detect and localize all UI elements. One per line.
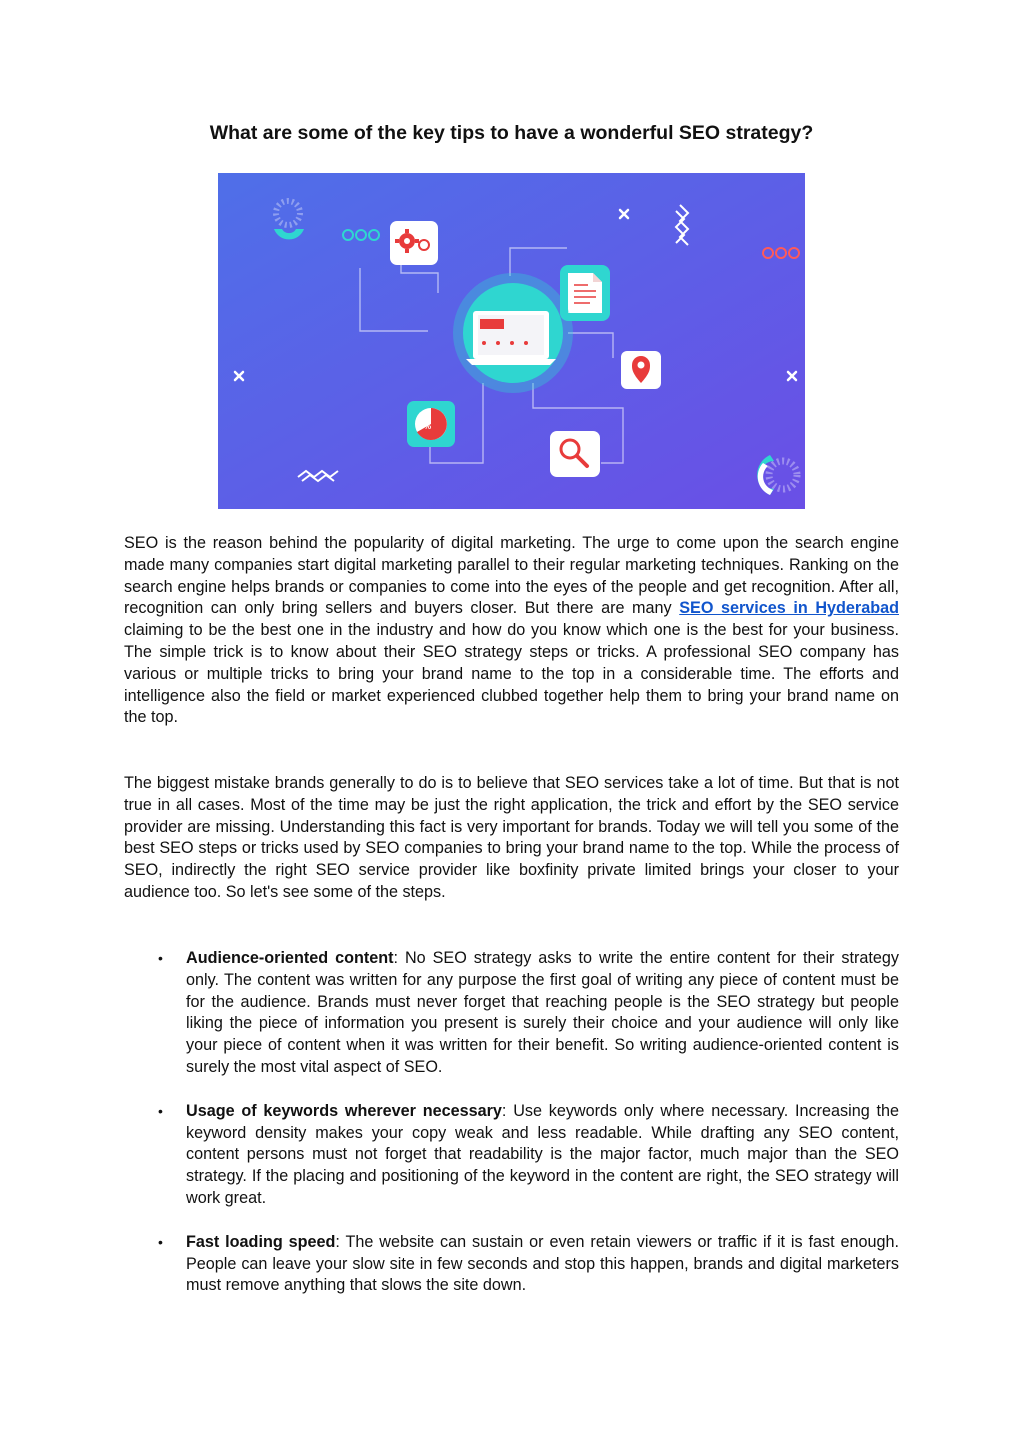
seo-services-hyderabad-link[interactable]: SEO services in Hyderabad bbox=[679, 599, 899, 618]
list-item bbox=[124, 1101, 899, 1210]
list-item-heading: Fast loading speed bbox=[186, 1232, 336, 1251]
list-item-heading: Usage of keywords wherever necessary bbox=[186, 1101, 502, 1120]
pie-chart-icon bbox=[407, 401, 455, 447]
bullet-icon: • bbox=[158, 950, 163, 966]
list-item-heading: Audience-oriented content bbox=[186, 949, 394, 967]
list-item bbox=[124, 1232, 899, 1297]
second-paragraph: The biggest mistake brands generally to do is to believe that SEO services take a lot of time. But that is not true in all cases. Most of the time may be just the right application, the trick and effort by the SEO service provider are missing. Understanding this fact is very important for brands. Today we will tell you some of the best SEO steps or tricks used by SEO companies to bring your brand name to the top. While the process of SEO, indirectly the right SEO service provider like boxfinity private limited brings your closer to your audience too. So let's see some of the steps. bbox=[124, 774, 899, 901]
hero-illustration bbox=[218, 173, 805, 509]
intro-text-after-link: claiming to be the best one in the industry and how do you know which one is the best for your business. The simple trick is to know about their SEO strategy steps or tricks. A professional SEO company has various or multiple tricks to bring your brand name to the top in a considerable time. The efforts and intelligence also the field or market experienced clubbed together help them to bring your brand name on the top. bbox=[124, 621, 899, 727]
magnifier-icon bbox=[550, 431, 600, 477]
list-item-text: : The website can sustain or even retain viewers or traffic if it is fast enough. People can leave your slow site in few seconds and stop this happen, brands and digital marketers must remove anything that slows the site down. bbox=[186, 1232, 899, 1295]
bullet-icon: • bbox=[158, 1102, 163, 1119]
page-title: What are some of the key tips to have a wonderful SEO strategy? bbox=[209, 122, 814, 144]
intro-text-before-link: SEO is the reason behind the popularity of digital marketing. The urge to come upon the search engine made many companies start digital marketing parallel to their regular marketing techniques. Ranking on the search engine helps brands or companies to come into the eyes of the people and get recognition. After all, recognition can only bring sellers and buyers closer. But there are many bbox=[124, 534, 899, 618]
gear-icon bbox=[390, 221, 438, 265]
location-pin-icon bbox=[621, 351, 661, 389]
intro-paragraph bbox=[124, 533, 899, 729]
list-item bbox=[124, 948, 899, 1079]
bullet-icon: • bbox=[158, 1233, 163, 1250]
list-item-text: : Use keywords only where necessary. Increasing the keyword density makes your copy weak and less readable. While drafting any SEO content, content persons must not forget that readability is the major factor, much major than the SEO strategy. If the placing and positioning of the keyword in the content are right, the SEO strategy will work great. bbox=[186, 1101, 900, 1207]
tips-list bbox=[124, 948, 899, 1319]
list-item-text: : No SEO strategy asks to write the entire content for their strategy only. The content was written for any purpose the first goal of writing any piece of content must be for the audience. Brands must never forget that reaching people is the SEO strategy but people liking the piece of information you present is surely their choice and your audience will only like your piece of content when it was written for their benefit. So writing audience-oriented content is surely the most vital aspect of SEO. bbox=[186, 949, 899, 1076]
laptop-icon bbox=[453, 273, 573, 393]
svg-text:%: % bbox=[424, 422, 432, 431]
